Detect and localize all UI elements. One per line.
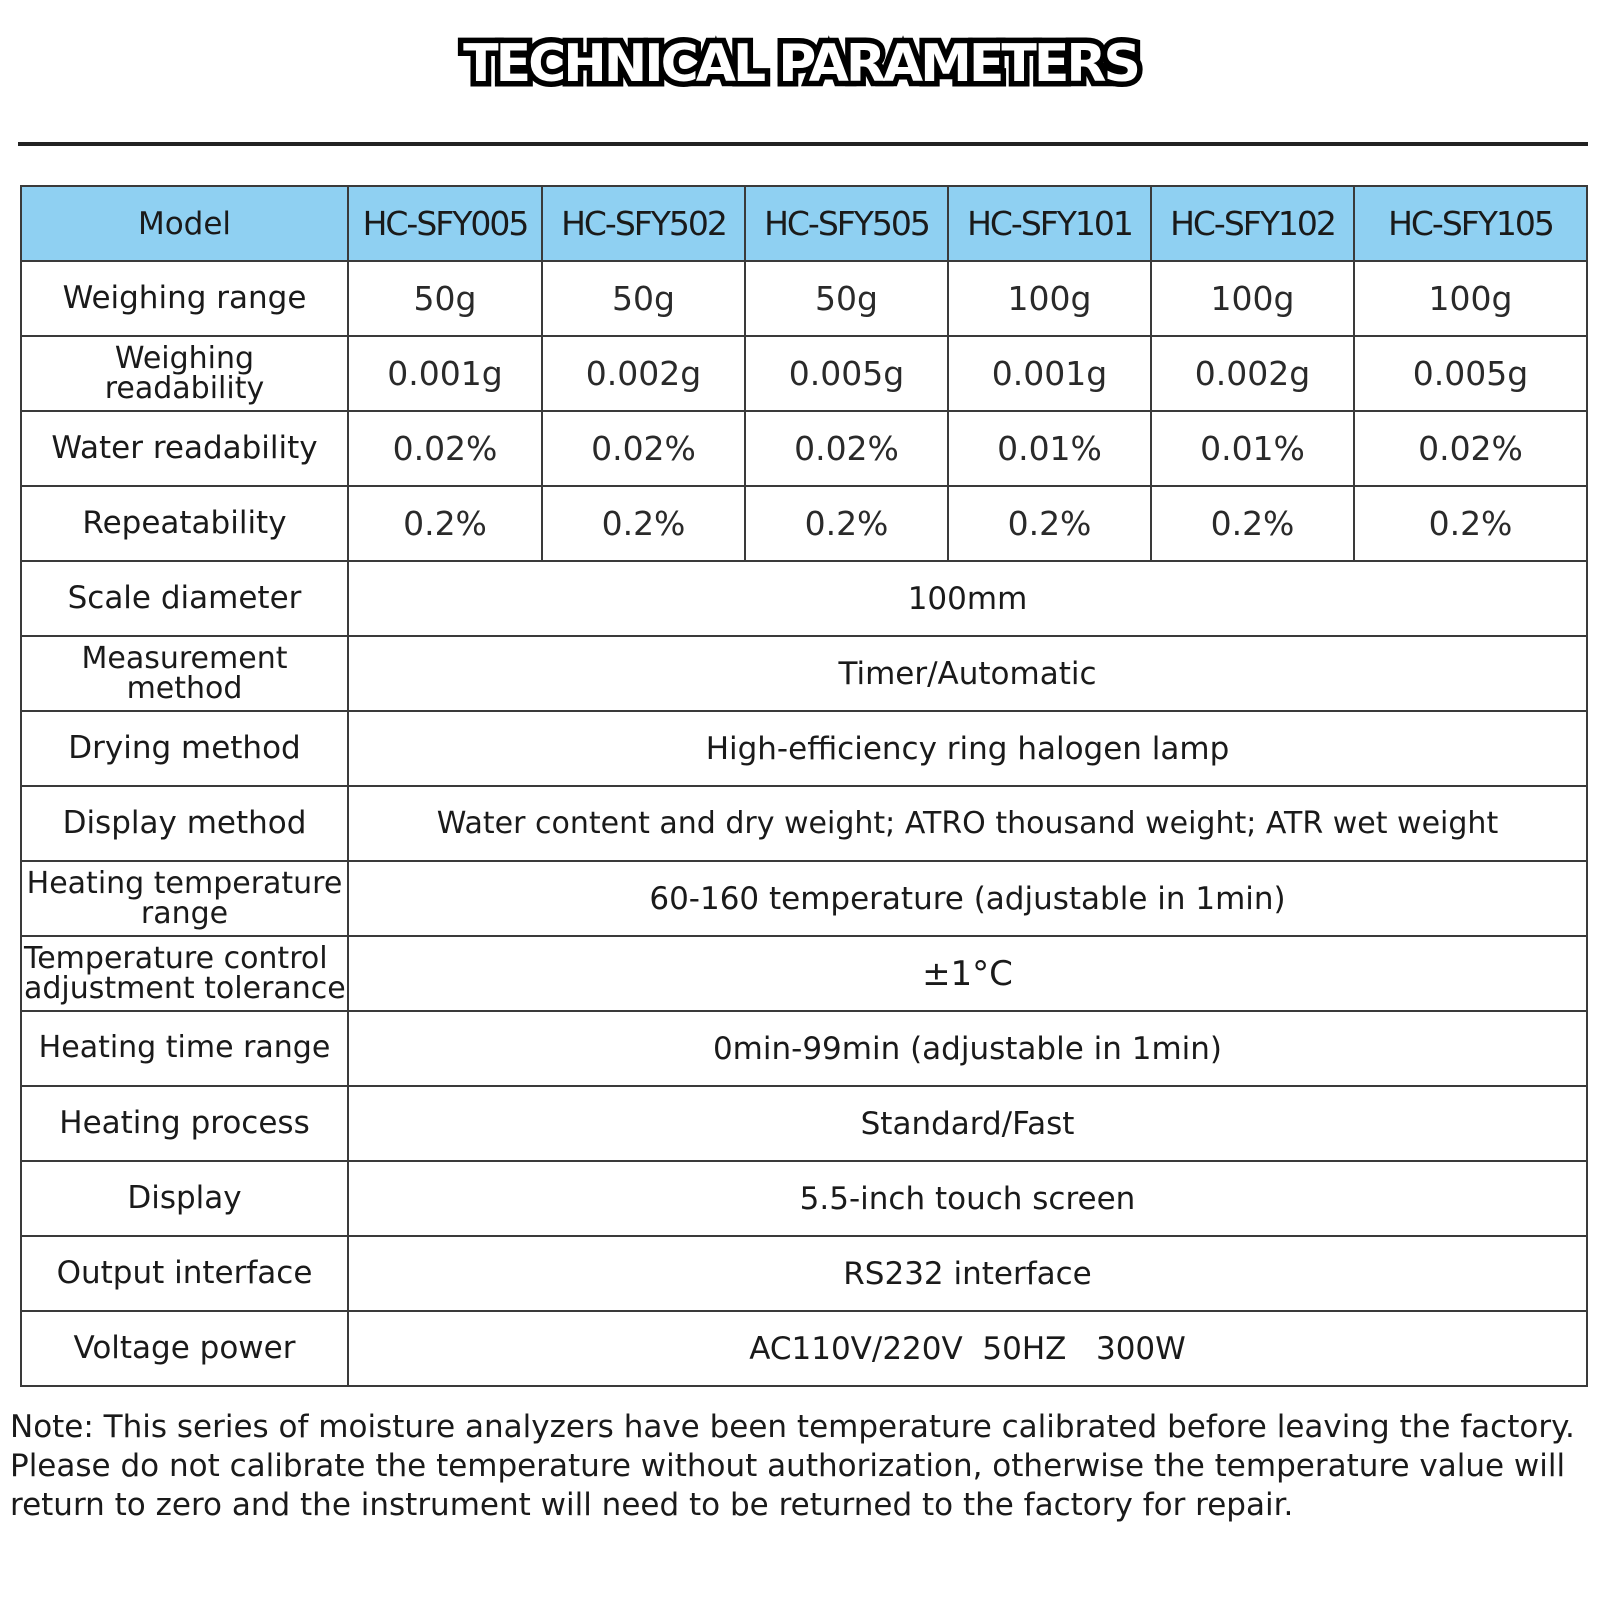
- row-label: Display method: [21, 786, 348, 861]
- table-cell: 50g: [348, 261, 542, 336]
- table-cell: 5.5-inch touch screen: [348, 1161, 1587, 1236]
- row-label: Weighing range: [21, 261, 348, 336]
- table-cell: 0.005g: [745, 336, 948, 411]
- row-label: Drying method: [21, 711, 348, 786]
- model-header-1: HC-SFY005: [348, 186, 542, 261]
- table-row-voltage-power: [21, 1311, 1587, 1386]
- table-row-temperature-tolerance: [21, 936, 1587, 1011]
- table-cell: 0.001g: [948, 336, 1151, 411]
- table-row-output-interface: [21, 1236, 1587, 1311]
- table-cell: 0.001g: [348, 336, 542, 411]
- row-label: Heating time range: [21, 1011, 348, 1086]
- row-label: Voltage power: [21, 1311, 348, 1386]
- table-cell: RS232 interface: [348, 1236, 1587, 1311]
- table-cell: 0.01%: [948, 411, 1151, 486]
- table-row-repeatability: [21, 486, 1587, 561]
- model-header-4: HC-SFY101: [948, 186, 1151, 261]
- table-row-scale-diameter: [21, 561, 1587, 636]
- model-header-label: Model: [21, 186, 348, 261]
- model-header-3: HC-SFY505: [745, 186, 948, 261]
- row-label: Display: [21, 1161, 348, 1236]
- table-cell: 0.02%: [348, 411, 542, 486]
- table-row-water-readability: [21, 411, 1587, 486]
- row-label: Output interface: [21, 1236, 348, 1311]
- table-cell: 100mm: [348, 561, 1587, 636]
- table-cell: 0.2%: [348, 486, 542, 561]
- table-cell: Timer/Automatic: [348, 636, 1587, 711]
- page-title: TECHNICAL PARAMETERS: [463, 34, 1138, 94]
- table-cell: AC110V/220V 50HZ 300W: [348, 1311, 1587, 1386]
- row-label: Weighing readability: [21, 336, 348, 411]
- table-cell: 0.02%: [1354, 411, 1587, 486]
- row-label: Temperature control adjustment tolerance: [21, 936, 348, 1011]
- parameters-table: [20, 185, 1588, 1387]
- table-cell: 100g: [1354, 261, 1587, 336]
- table-cell: 0.2%: [542, 486, 745, 561]
- table-cell: 0.005g: [1354, 336, 1587, 411]
- table-row-weighing-range: [21, 261, 1587, 336]
- table-cell: 0.002g: [1151, 336, 1354, 411]
- table-row-measurement-method: [21, 636, 1587, 711]
- row-label: Repeatability: [21, 486, 348, 561]
- table-cell: 60-160 temperature (adjustable in 1min): [348, 861, 1587, 936]
- table-cell: 100g: [1151, 261, 1354, 336]
- table-cell: Water content and dry weight; ATRO thousand weight; ATR wet weight: [348, 786, 1587, 861]
- table-row-display: [21, 1161, 1587, 1236]
- table-row-weighing-readability: [21, 336, 1587, 411]
- model-header-2: HC-SFY502: [542, 186, 745, 261]
- table-row-heating-temperature-range: [21, 861, 1587, 936]
- table-row-display-method: [21, 786, 1587, 861]
- table-cell: 50g: [745, 261, 948, 336]
- table-row-heating-time-range: [21, 1011, 1587, 1086]
- table-cell: 0.02%: [745, 411, 948, 486]
- row-label: Measurement method: [21, 636, 348, 711]
- model-header-6: HC-SFY105: [1354, 186, 1587, 261]
- table-row-drying-method: [21, 711, 1587, 786]
- row-label: Heating process: [21, 1086, 348, 1161]
- table-cell: 0.01%: [1151, 411, 1354, 486]
- calibration-note: Note: This series of moisture analyzers have been temperature calibrated before leaving the factory. Please do not calibrate the temperature without authorization, otherwise the temperature value will return to zero and the instrument will need to be returned to the factory for repair.: [10, 1409, 1575, 1523]
- row-label: Scale diameter: [21, 561, 348, 636]
- table-cell: 0.2%: [1354, 486, 1587, 561]
- table-cell: 0.002g: [542, 336, 745, 411]
- table-cell: 0.2%: [745, 486, 948, 561]
- table-cell: ±1°C: [348, 936, 1587, 1011]
- table-cell: 0.2%: [948, 486, 1151, 561]
- row-label: Water readability: [21, 411, 348, 486]
- model-header-5: HC-SFY102: [1151, 186, 1354, 261]
- row-label: Heating temperature range: [21, 861, 348, 936]
- table-cell: 100g: [948, 261, 1151, 336]
- title-divider: [18, 142, 1588, 146]
- table-header-row: [21, 186, 1587, 261]
- table-cell: Standard/Fast: [348, 1086, 1587, 1161]
- table-row-heating-process: [21, 1086, 1587, 1161]
- table-cell: 0min-99min (adjustable in 1min): [348, 1011, 1587, 1086]
- table-cell: 50g: [542, 261, 745, 336]
- table-cell: High-efficiency ring halogen lamp: [348, 711, 1587, 786]
- table-cell: 0.02%: [542, 411, 745, 486]
- table-cell: 0.2%: [1151, 486, 1354, 561]
